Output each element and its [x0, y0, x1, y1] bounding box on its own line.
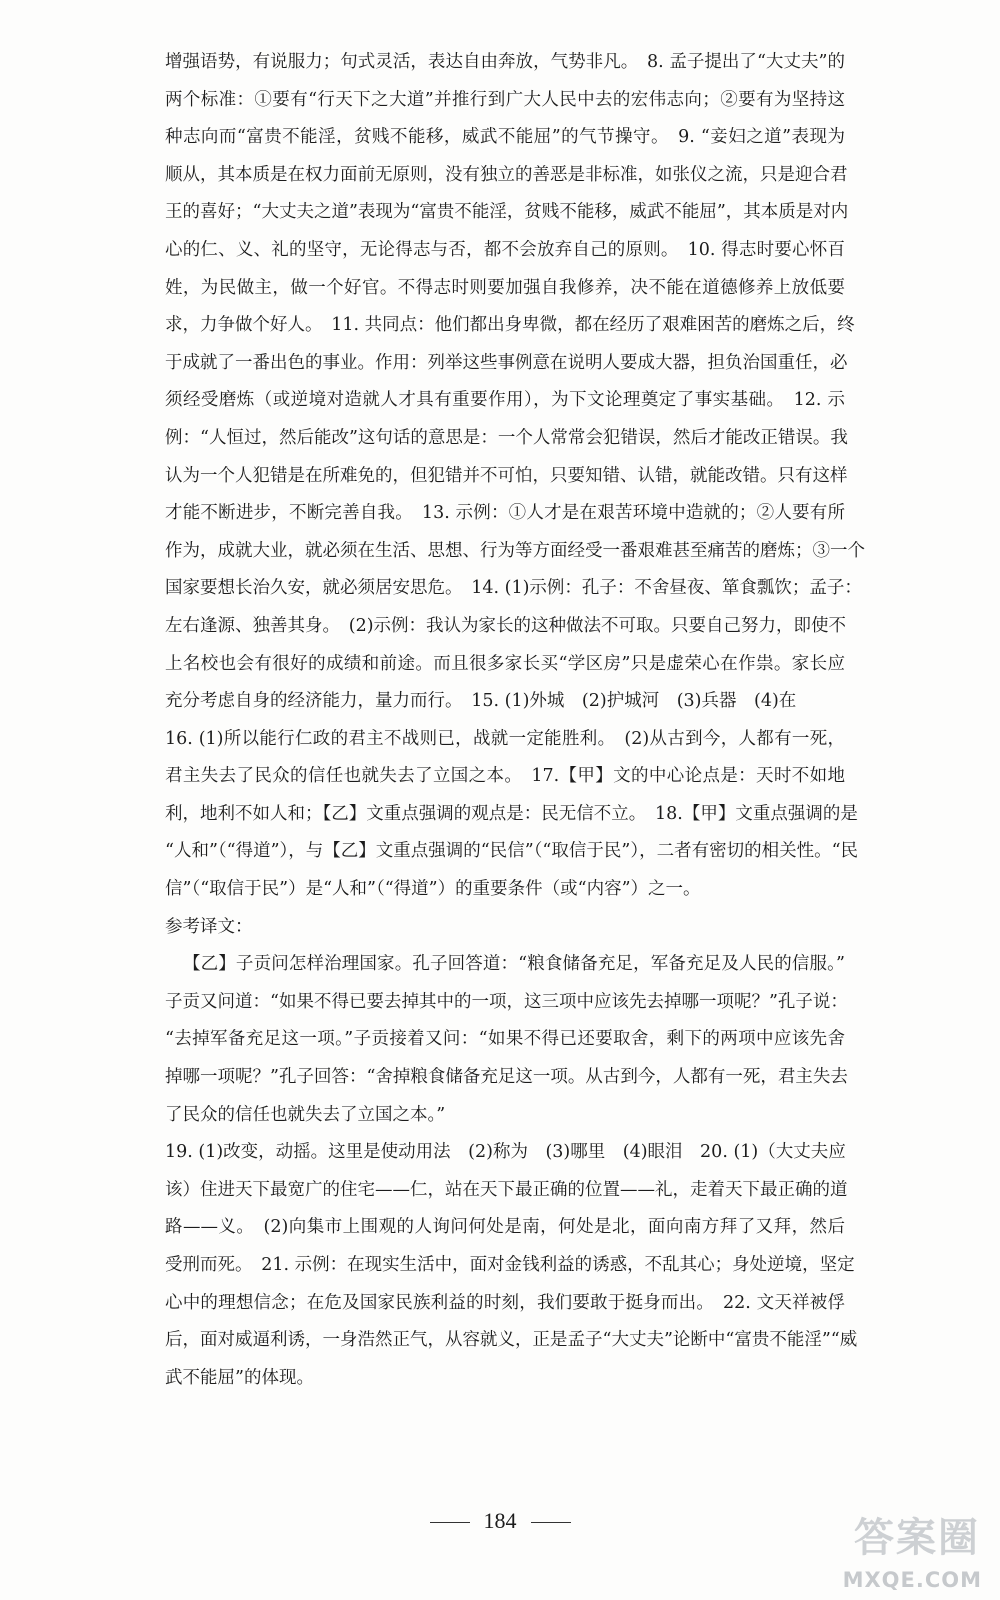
page-number-dash-left — [430, 1522, 470, 1523]
text-line: 受刑而死。 21. 示例：在现实生活中，面对金钱利益的诱惑，不乱其心；身处逆境，坚定 — [165, 1255, 855, 1275]
text-line: 求，力争做个好人。 11. 共同点：他们都出身卑微，都在经历了艰难困苦的磨炼之后，终 — [165, 315, 855, 336]
page-number-dash-right — [531, 1522, 571, 1523]
text-line: 充分考虑自身的经济能力，量力而行。 15. (1)外城 (2)护城河 (3)兵器 (4)在 — [165, 691, 797, 712]
text-line: 后，面对威逼利诱，一身浩然正气，从容就义，正是孟子“大丈夫”论断中“富贵不能淫”“威 — [165, 1330, 858, 1351]
text-line: 于成就了一番出色的事业。作用：列举这些事例意在说明人要成大器，担负治国重任，必 — [165, 352, 848, 373]
text-line: 姓，为民做主，做一个好官。不得志时则要加强自我修养，决不能在道德修养上放低要 — [165, 277, 845, 298]
text-line: 了民众的信任也就失去了立国之本。” — [165, 1104, 446, 1125]
text-line: 种志向而“富贵不能淫，贫贱不能移，威武不能屈”的气节操守。 9. “妾妇之道”表现为 — [165, 127, 845, 148]
text-line: 该）住进天下最宽广的住宅——仁，站在天下最正确的位置——礼，走着天下最正确的道 — [165, 1179, 848, 1200]
text-line: 心中的理想信念；在危及国家民族利益的时刻，我们要敢于挺身而出。 22. 文天祥被俘 — [165, 1292, 845, 1313]
page-number-value: 184 — [483, 1508, 517, 1533]
text-line: 19. (1)改变，动摇。这里是使动用法 (2)称为 (3)哪里 (4)眼泪 20. (1)（大丈夫应 — [165, 1142, 846, 1163]
watermark-text: MXQE.COM — [842, 1568, 982, 1592]
text-line: 两个标准：①要有“行天下之大道”并推行到广大人民中去的宏伟志向；②要有为坚持这 — [165, 89, 845, 110]
translation-heading: 参考译文： — [165, 916, 253, 937]
text-line: 左右逢源、独善其身。 (2)示例：我认为家长的这种做法不可取。只要自己努力，即使不 — [165, 615, 847, 636]
text-line: 武不能屈”的体现。 — [165, 1367, 314, 1388]
text-line: 例：“人恒过，然后能改”这句话的意思是：一个人常常会犯错误，然后才能改正错误。我 — [165, 427, 848, 448]
text-line: 须经受磨炼（或逆境对造就人才具有重要作用），为下文论理奠定了事实基础。 12. 示 — [165, 390, 845, 411]
text-line: 路——义。 (2)向集市上围观的人询问何处是南，何处是北，面向南方拜了又拜，然后 — [165, 1217, 845, 1238]
text-line: “去掉军备充足这一项。”子贡接着又问：“如果不得已还要取舍，剩下的两项中应该先舍 — [165, 1029, 845, 1050]
text-line: 认为一个人犯错是在所难免的，但犯错并不可怕，只要知错、认错，就能改错。只有这样 — [165, 465, 848, 486]
text-line: “人和”（“得道”），与【乙】文重点强调的“民信”（“取信于民”），二者有密切的相关性。“民 — [165, 841, 859, 862]
text-line: 16. (1)所以能行仁政的君主不战则已，战就一定能胜利。 (2)从古到今，人都有一死， — [165, 728, 845, 749]
text-line: 利，地利不如人和；【乙】文重点强调的观点是：民无信不立。 18.【甲】文重点强调的是 — [165, 803, 858, 824]
text-line: 顺从，其本质是在权力面前无原则，没有独立的善恶是非标准，如张仪之流，只是迎合君 — [165, 164, 848, 185]
text-line: 【乙】子贡问怎样治理国家。孔子回答道：“粮食储备充足，军备充足及人民的信服。” — [183, 954, 845, 975]
text-line: 君主失去了民众的信任也就失去了立国之本。 17.【甲】文的中心论点是：天时不如地 — [165, 766, 845, 787]
text-line: 掉哪一项呢？”孔子回答：“舍掉粮食储备充足这一项。从古到今，人都有一死，君主失去 — [165, 1067, 848, 1088]
text-line: 信”（“取信于民”）是“人和”（“得道”）的重要条件（或“内容”）之一。 — [165, 879, 701, 900]
watermark — [814, 1506, 982, 1592]
watermark-logo: 答案圈 — [854, 1515, 980, 1561]
text-line: 才能不断进步，不断完善自我。 13. 示例：①人才是在艰苦环境中造就的；②人要有所 — [165, 503, 845, 524]
text-line: 上名校也会有很好的成绩和前途。而且很多家长买“学区房”只是虚荣心在作祟。家长应 — [165, 653, 845, 674]
text-line: 增强语势，有说服力；句式灵活，表达自由奔放，气势非凡。 8. 孟子提出了“大丈夫”的 — [165, 52, 845, 72]
text-line: 王的喜好；“大丈夫之道”表现为“富贵不能淫，贫贱不能移，威武不能屈”，其本质是对内 — [165, 202, 849, 223]
answer-text-block — [165, 44, 865, 1397]
text-line: 国家要想长治久安，就必须居安思危。 14. (1)示例：孔子：不舍昼夜、箪食瓢饮；孟子： — [165, 578, 862, 599]
text-line: 作为，成就大业，就必须在生活、思想、行为等方面经受一番艰难甚至痛苦的磨炼；③一个 — [165, 540, 865, 561]
text-line: 子贡又问道：“如果不得已要去掉其中的一项，这三项中应该先去掉哪一项呢？”孔子说： — [165, 991, 848, 1012]
text-line: 心的仁、义、礼的坚守，无论得志与否，都不会放弃自己的原则。 10. 得志时要心怀百 — [165, 239, 845, 260]
